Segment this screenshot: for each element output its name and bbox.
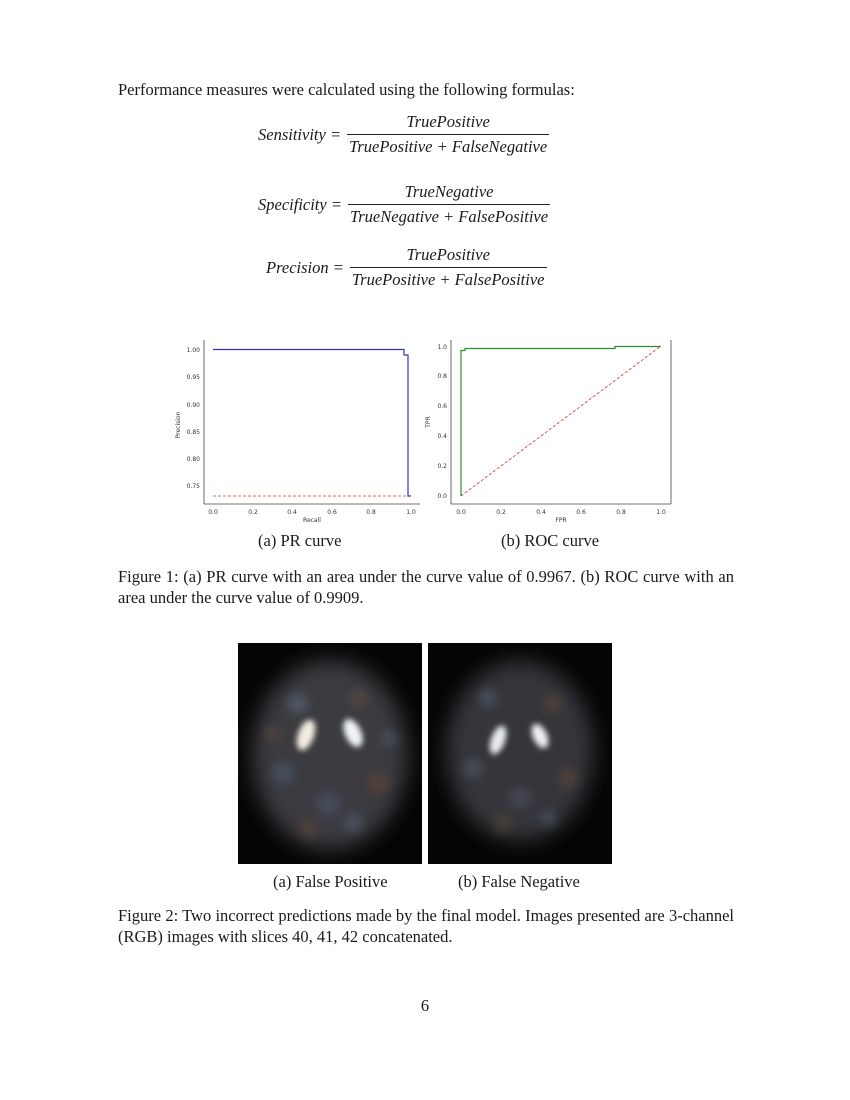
svg-text:0.8: 0.8 [437, 373, 447, 380]
svg-text:0.80: 0.80 [186, 456, 200, 463]
svg-text:0.6: 0.6 [327, 509, 337, 516]
svg-text:0.4: 0.4 [536, 509, 546, 516]
svg-text:0.0: 0.0 [208, 509, 218, 516]
intro-paragraph: Performance measures were calculated using the following formulas: [118, 80, 575, 99]
numerator: TrueNegative [404, 182, 494, 201]
equation-lhs: Specificity = [258, 194, 342, 214]
svg-text:0.6: 0.6 [576, 509, 586, 516]
sensitivity-equation [258, 112, 549, 157]
x-axis-label: FPR [555, 517, 567, 524]
svg-text:0.8: 0.8 [616, 509, 626, 516]
numerator: TruePositive [406, 112, 490, 131]
denominator: TrueNegative + FalsePositive [348, 204, 550, 227]
page-number: 6 [420, 996, 430, 1015]
figure1-subcaption-a: (a) PR curve [258, 531, 342, 550]
svg-text:1.0: 1.0 [656, 509, 666, 516]
svg-text:0.95: 0.95 [186, 374, 200, 381]
svg-text:1.0: 1.0 [406, 509, 416, 516]
svg-text:1.00: 1.00 [186, 347, 200, 354]
fraction [347, 112, 549, 157]
equation-lhs: Precision = [266, 257, 344, 277]
false-negative-image [428, 643, 612, 864]
equation-lhs: Sensitivity = [258, 124, 342, 144]
x-axis-label: Recall [303, 517, 321, 524]
fraction [348, 182, 550, 227]
figure2-caption: Figure 2: Two incorrect predictions made by the final model. Images presented are 3-channel (RGB) images with slices 40, 41, 42 concatenated. [118, 906, 734, 946]
numerator: TruePositive [406, 245, 490, 264]
svg-text:0.2: 0.2 [437, 463, 447, 470]
svg-text:0.2: 0.2 [248, 509, 258, 516]
specificity-equation [258, 182, 550, 227]
svg-text:0.75: 0.75 [186, 483, 200, 490]
svg-text:0.4: 0.4 [287, 509, 297, 516]
svg-text:1.0: 1.0 [437, 344, 447, 351]
pr-curve-chart [170, 330, 430, 530]
svg-text:0.85: 0.85 [186, 429, 200, 436]
figure2-subcaption-a: (a) False Positive [273, 872, 388, 891]
svg-text:0.0: 0.0 [456, 509, 466, 516]
fraction [350, 245, 547, 290]
svg-text:0.2: 0.2 [496, 509, 506, 516]
svg-text:0.4: 0.4 [437, 433, 447, 440]
svg-text:0.8: 0.8 [366, 509, 376, 516]
denominator: TruePositive + FalseNegative [347, 134, 549, 157]
roc-curve-chart [420, 330, 680, 530]
precision-equation [266, 245, 547, 290]
denominator: TruePositive + FalsePositive [350, 267, 547, 290]
figure2-subcaption-b: (b) False Negative [458, 872, 580, 891]
false-positive-image [238, 643, 422, 864]
figure1-subcaption-b: (b) ROC curve [501, 531, 600, 550]
figure1-caption: Figure 1: (a) PR curve with an area under the curve value of 0.9967. (b) ROC curve with an area under the curve value of 0.9909. [118, 567, 734, 607]
svg-text:0.0: 0.0 [437, 493, 447, 500]
svg-text:0.90: 0.90 [186, 402, 200, 409]
y-axis-label: TPR [425, 416, 432, 428]
svg-text:0.6: 0.6 [437, 403, 447, 410]
y-axis-label: Precision [175, 411, 182, 439]
